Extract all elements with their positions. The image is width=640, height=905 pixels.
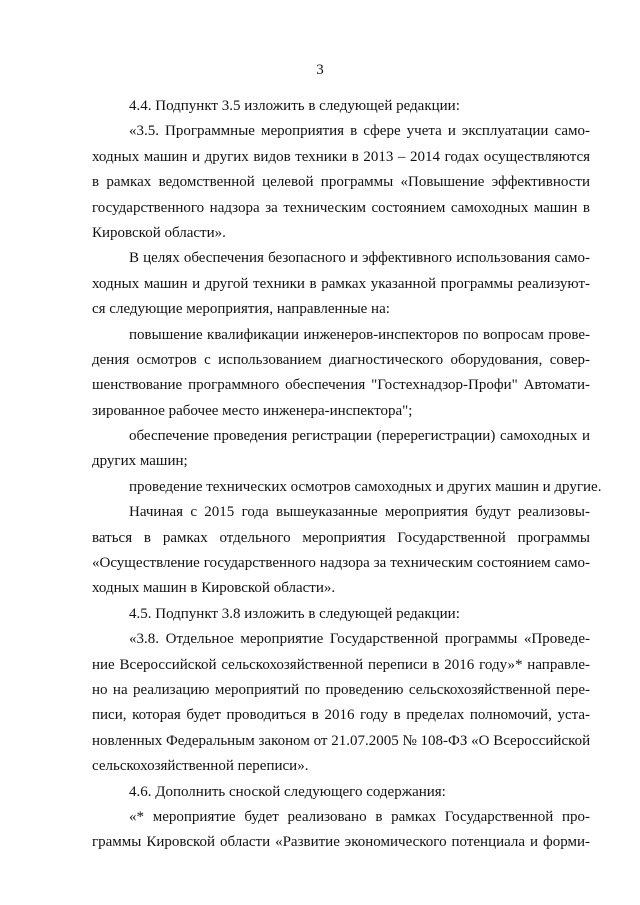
text-line: государственного надзора за техническим состоянием самоходных машин в xyxy=(92,199,590,216)
text-line: других машин; xyxy=(92,453,188,470)
text-line: Начиная с 2015 года вышеуказанные мероприятия будут реализовы- xyxy=(129,504,590,521)
text-line: обеспечение проведения регистрации (перерегистрации) самоходных и xyxy=(129,428,590,445)
document-body xyxy=(92,94,602,856)
text-line: но на реализацию мероприятий по проведению сельскохозяйственной пере- xyxy=(92,681,590,698)
text-line: Кировской области». xyxy=(92,224,226,241)
text-line: повышение квалификации инженеров-инспекторов по вопросам прове- xyxy=(129,326,590,343)
text-line: ваться в рамках отдельного мероприятия Государственной программы xyxy=(92,529,590,546)
text-line: писи, которая будет проводиться в 2016 году в пределах полномочий, уста- xyxy=(92,707,590,724)
text-line: ходных машин и других видов техники в 2013 – 2014 годах осуществляются xyxy=(92,148,590,165)
text-line: дения осмотров с использованием диагностического оборудования, совер- xyxy=(92,351,590,368)
text-line: ходных машин и другой техники в рамках указанной программы реализуют- xyxy=(92,275,590,292)
text-line: в рамках ведомственной целевой программы «Повышение эффективности xyxy=(92,174,590,191)
text-line: проведение технических осмотров самоходных и других машин и другие. xyxy=(129,478,602,495)
text-line: «* мероприятие будет реализовано в рамках Государственной про- xyxy=(129,808,590,825)
text-line: В целях обеспечения безопасного и эффективного использования само- xyxy=(129,250,590,267)
text-line: «Осуществление государственного надзора за техническим состоянием само- xyxy=(92,555,590,572)
text-line: граммы Кировской области «Развитие экономического потенциала и форми- xyxy=(92,834,590,851)
text-line: ся следующие мероприятия, направленные на: xyxy=(92,301,390,318)
text-line: 4.4. Подпункт 3.5 изложить в следующей редакции: xyxy=(129,98,460,114)
text-line: сельскохозяйственной переписи». xyxy=(92,758,309,775)
text-line: новленных Федеральным законом от 21.07.2005 № 108-ФЗ «О Всероссийской xyxy=(92,732,591,749)
text-line: ходных машин в Кировской области». xyxy=(92,580,336,597)
page-number: 3 xyxy=(316,62,324,78)
text-line: шенствование программного обеспечения "Гостехнадзор-Профи" Автомати- xyxy=(92,377,590,394)
text-line: 4.6. Дополнить сноской следующего содержания: xyxy=(129,783,446,800)
text-line: ние Всероссийской сельскохозяйственной переписи в 2016 году»* направле- xyxy=(92,656,590,673)
text-line: 4.5. Подпункт 3.8 изложить в следующей редакции: xyxy=(129,605,460,622)
text-line: «3.5. Программные мероприятия в сфере учета и эксплуатации само- xyxy=(129,123,590,140)
text-line: «3.8. Отдельное мероприятие Государственной программы «Проведе- xyxy=(129,631,590,648)
text-line: зированное рабочее место инженера-инспектора"; xyxy=(92,402,413,419)
